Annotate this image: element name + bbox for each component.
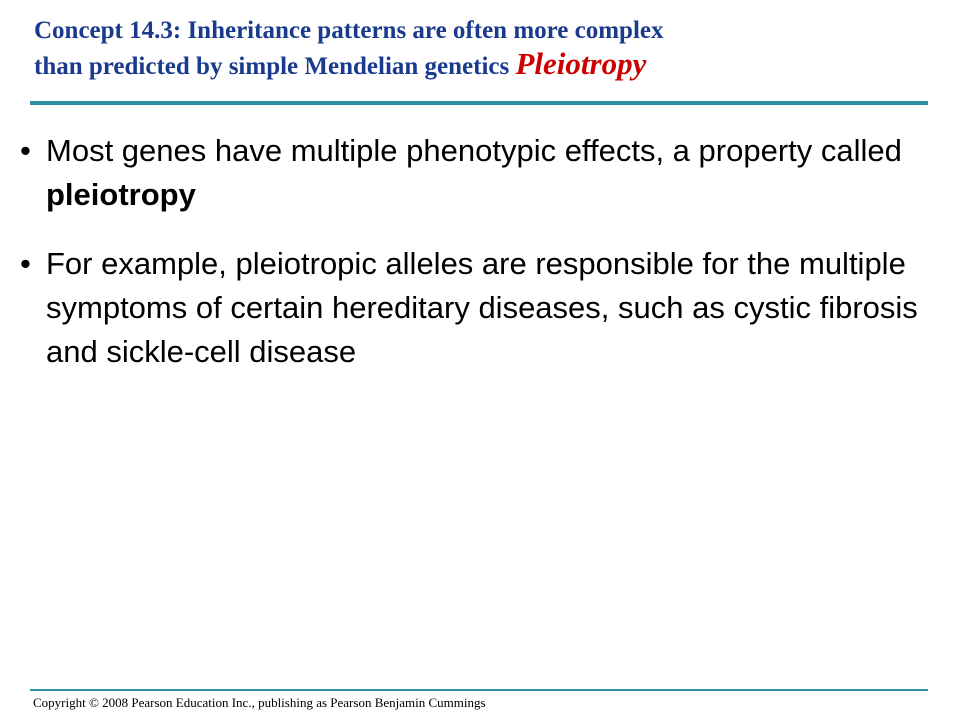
bullet-item (0, 129, 960, 217)
bullet-emphasis: pleiotropy (46, 177, 196, 212)
bullet-text: For example, pleiotropic alleles are responsible for the multiple symptoms of certain hereditary diseases, such as cystic fibrosis and sickle-cell disease (46, 246, 918, 369)
slide-title (34, 14, 914, 83)
bullet-text: Most genes have multiple phenotypic effects, a property called (46, 133, 902, 168)
slide-topic: Pleiotropy (515, 46, 647, 81)
bullet-marker: • (20, 133, 31, 168)
bullet-marker: • (20, 246, 31, 281)
bullet-list (0, 129, 960, 399)
footer-divider (30, 689, 928, 691)
copyright-notice: Copyright © 2008 Pearson Education Inc., publishing as Pearson Benjamin Cummings (33, 695, 486, 710)
slide-title-line-1: Concept 14.3: Inheritance patterns are often more complex (34, 17, 664, 44)
bullet-item (0, 242, 960, 374)
title-divider (30, 101, 928, 105)
slide-title-line-2: than predicted by simple Mendelian genetics (34, 53, 510, 80)
